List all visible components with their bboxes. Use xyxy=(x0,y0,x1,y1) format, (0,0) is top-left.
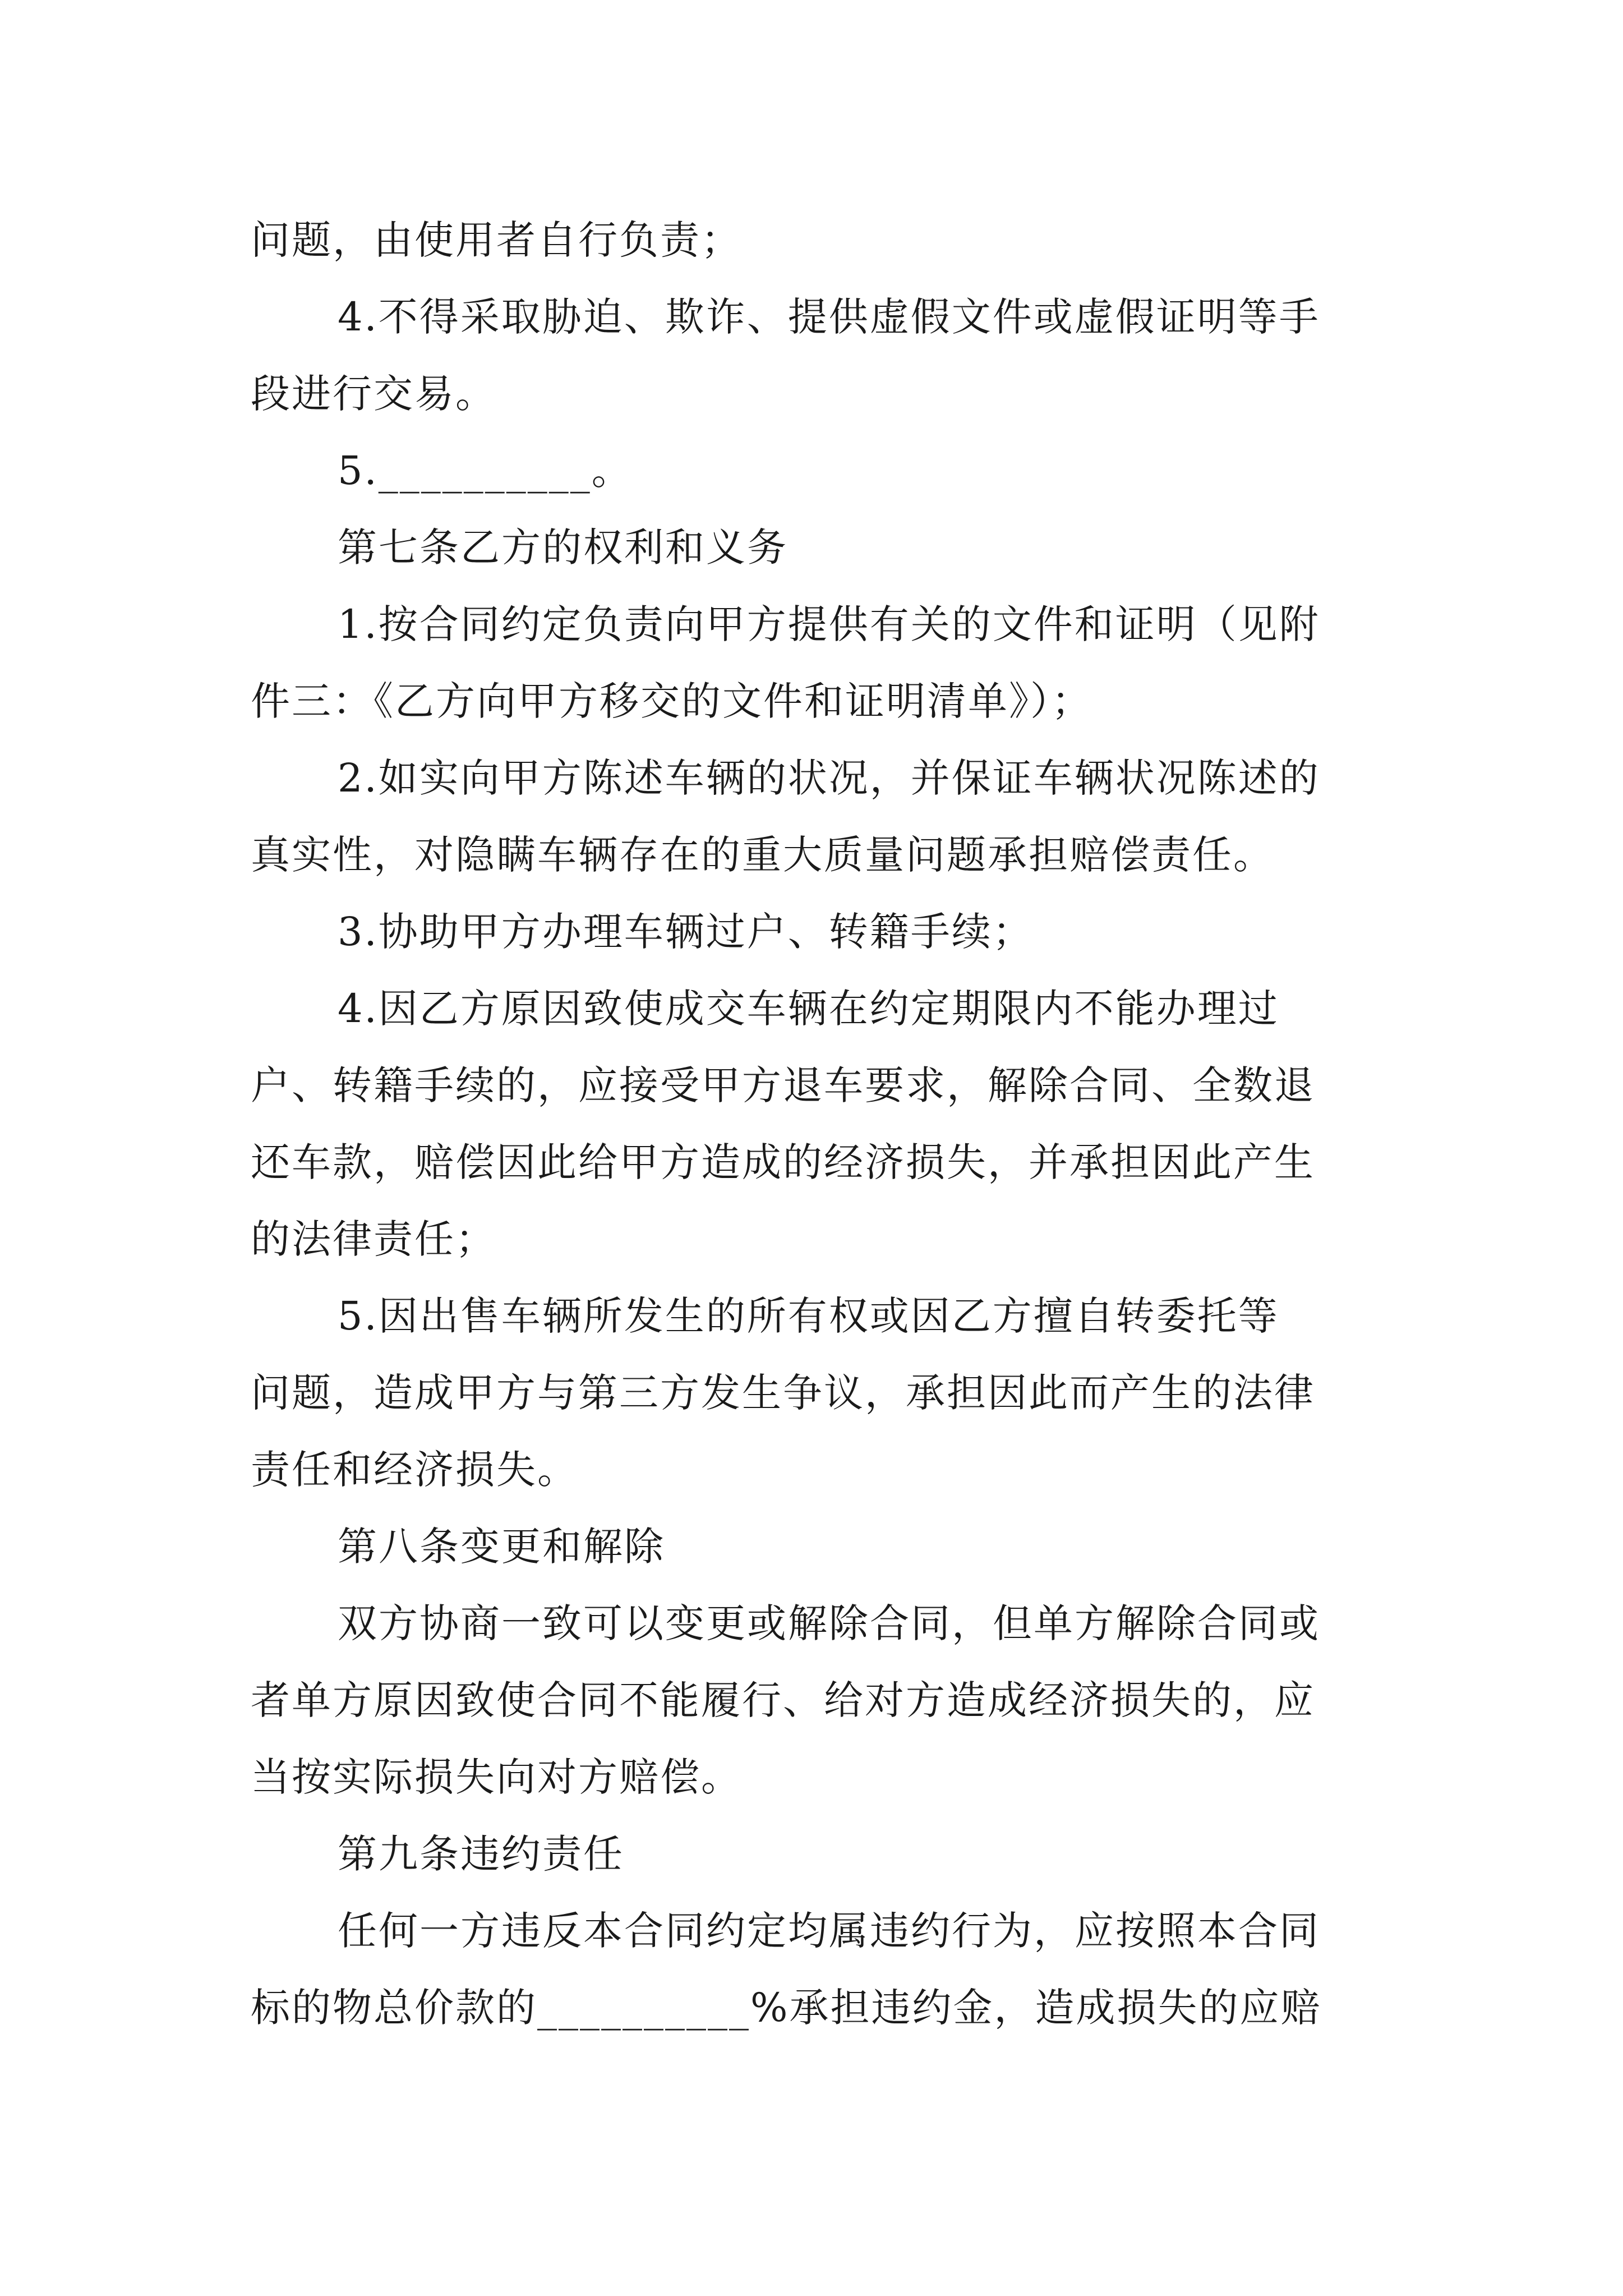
text-line: 真实性，对隐瞒车辆存在的重大质量问题承担赔偿责任。 xyxy=(251,832,1274,878)
clause-line: 3.协助甲方办理车辆过户、转籍手续； xyxy=(338,909,1034,955)
article-heading: 第七条乙方的权利和义务 xyxy=(338,524,788,570)
clause-line: 1.按合同约定负责向甲方提供有关的文件和证明（见附 xyxy=(338,601,1320,647)
text-line: 户、转籍手续的，应接受甲方退车要求，解除合同、全数退 xyxy=(251,1062,1315,1108)
text-line: 的法律责任； xyxy=(251,1216,496,1262)
clause-line-blank: 5.__________。 xyxy=(338,448,633,494)
article-heading: 第八条变更和解除 xyxy=(338,1524,665,1570)
text-line: 问题，由使用者自行负责； xyxy=(251,217,742,263)
text-line: 段进行交易。 xyxy=(251,371,496,417)
text-line: 者单方原因致使合同不能履行、给对方造成经济损失的，应 xyxy=(251,1677,1315,1723)
text-line: 还车款，赔偿因此给甲方造成的经济损失，并承担因此产生 xyxy=(251,1139,1315,1185)
text-line: 当按实际损失向对方赔偿。 xyxy=(251,1754,742,1800)
text-line-blank: 标的物总价款的__________%承担违约金，造成损失的应赔 xyxy=(251,1985,1322,2031)
clause-line: 4.不得采取胁迫、欺诈、提供虚假文件或虚假证明等手 xyxy=(338,294,1320,340)
text-line: 问题，造成甲方与第三方发生争议，承担因此而产生的法律 xyxy=(251,1370,1315,1416)
article-heading: 第九条违约责任 xyxy=(338,1831,624,1877)
document-body xyxy=(251,202,1384,2046)
clause-line: 2.如实向甲方陈述车辆的状况，并保证车辆状况陈述的 xyxy=(338,755,1320,801)
clause-line: 任何一方违反本合同约定均属违约行为，应按照本合同 xyxy=(338,1908,1320,1954)
clause-line: 5.因出售车辆所发生的所有权或因乙方擅自转委托等 xyxy=(338,1293,1279,1339)
text-line: 件三：《乙方向甲方移交的文件和证明清单》）； xyxy=(251,678,1092,724)
clause-line: 双方协商一致可以变更或解除合同，但单方解除合同或 xyxy=(338,1600,1320,1646)
clause-line: 4.因乙方原因致使成交车辆在约定期限内不能办理过 xyxy=(338,986,1279,1032)
text-line: 责任和经济损失。 xyxy=(251,1447,578,1493)
